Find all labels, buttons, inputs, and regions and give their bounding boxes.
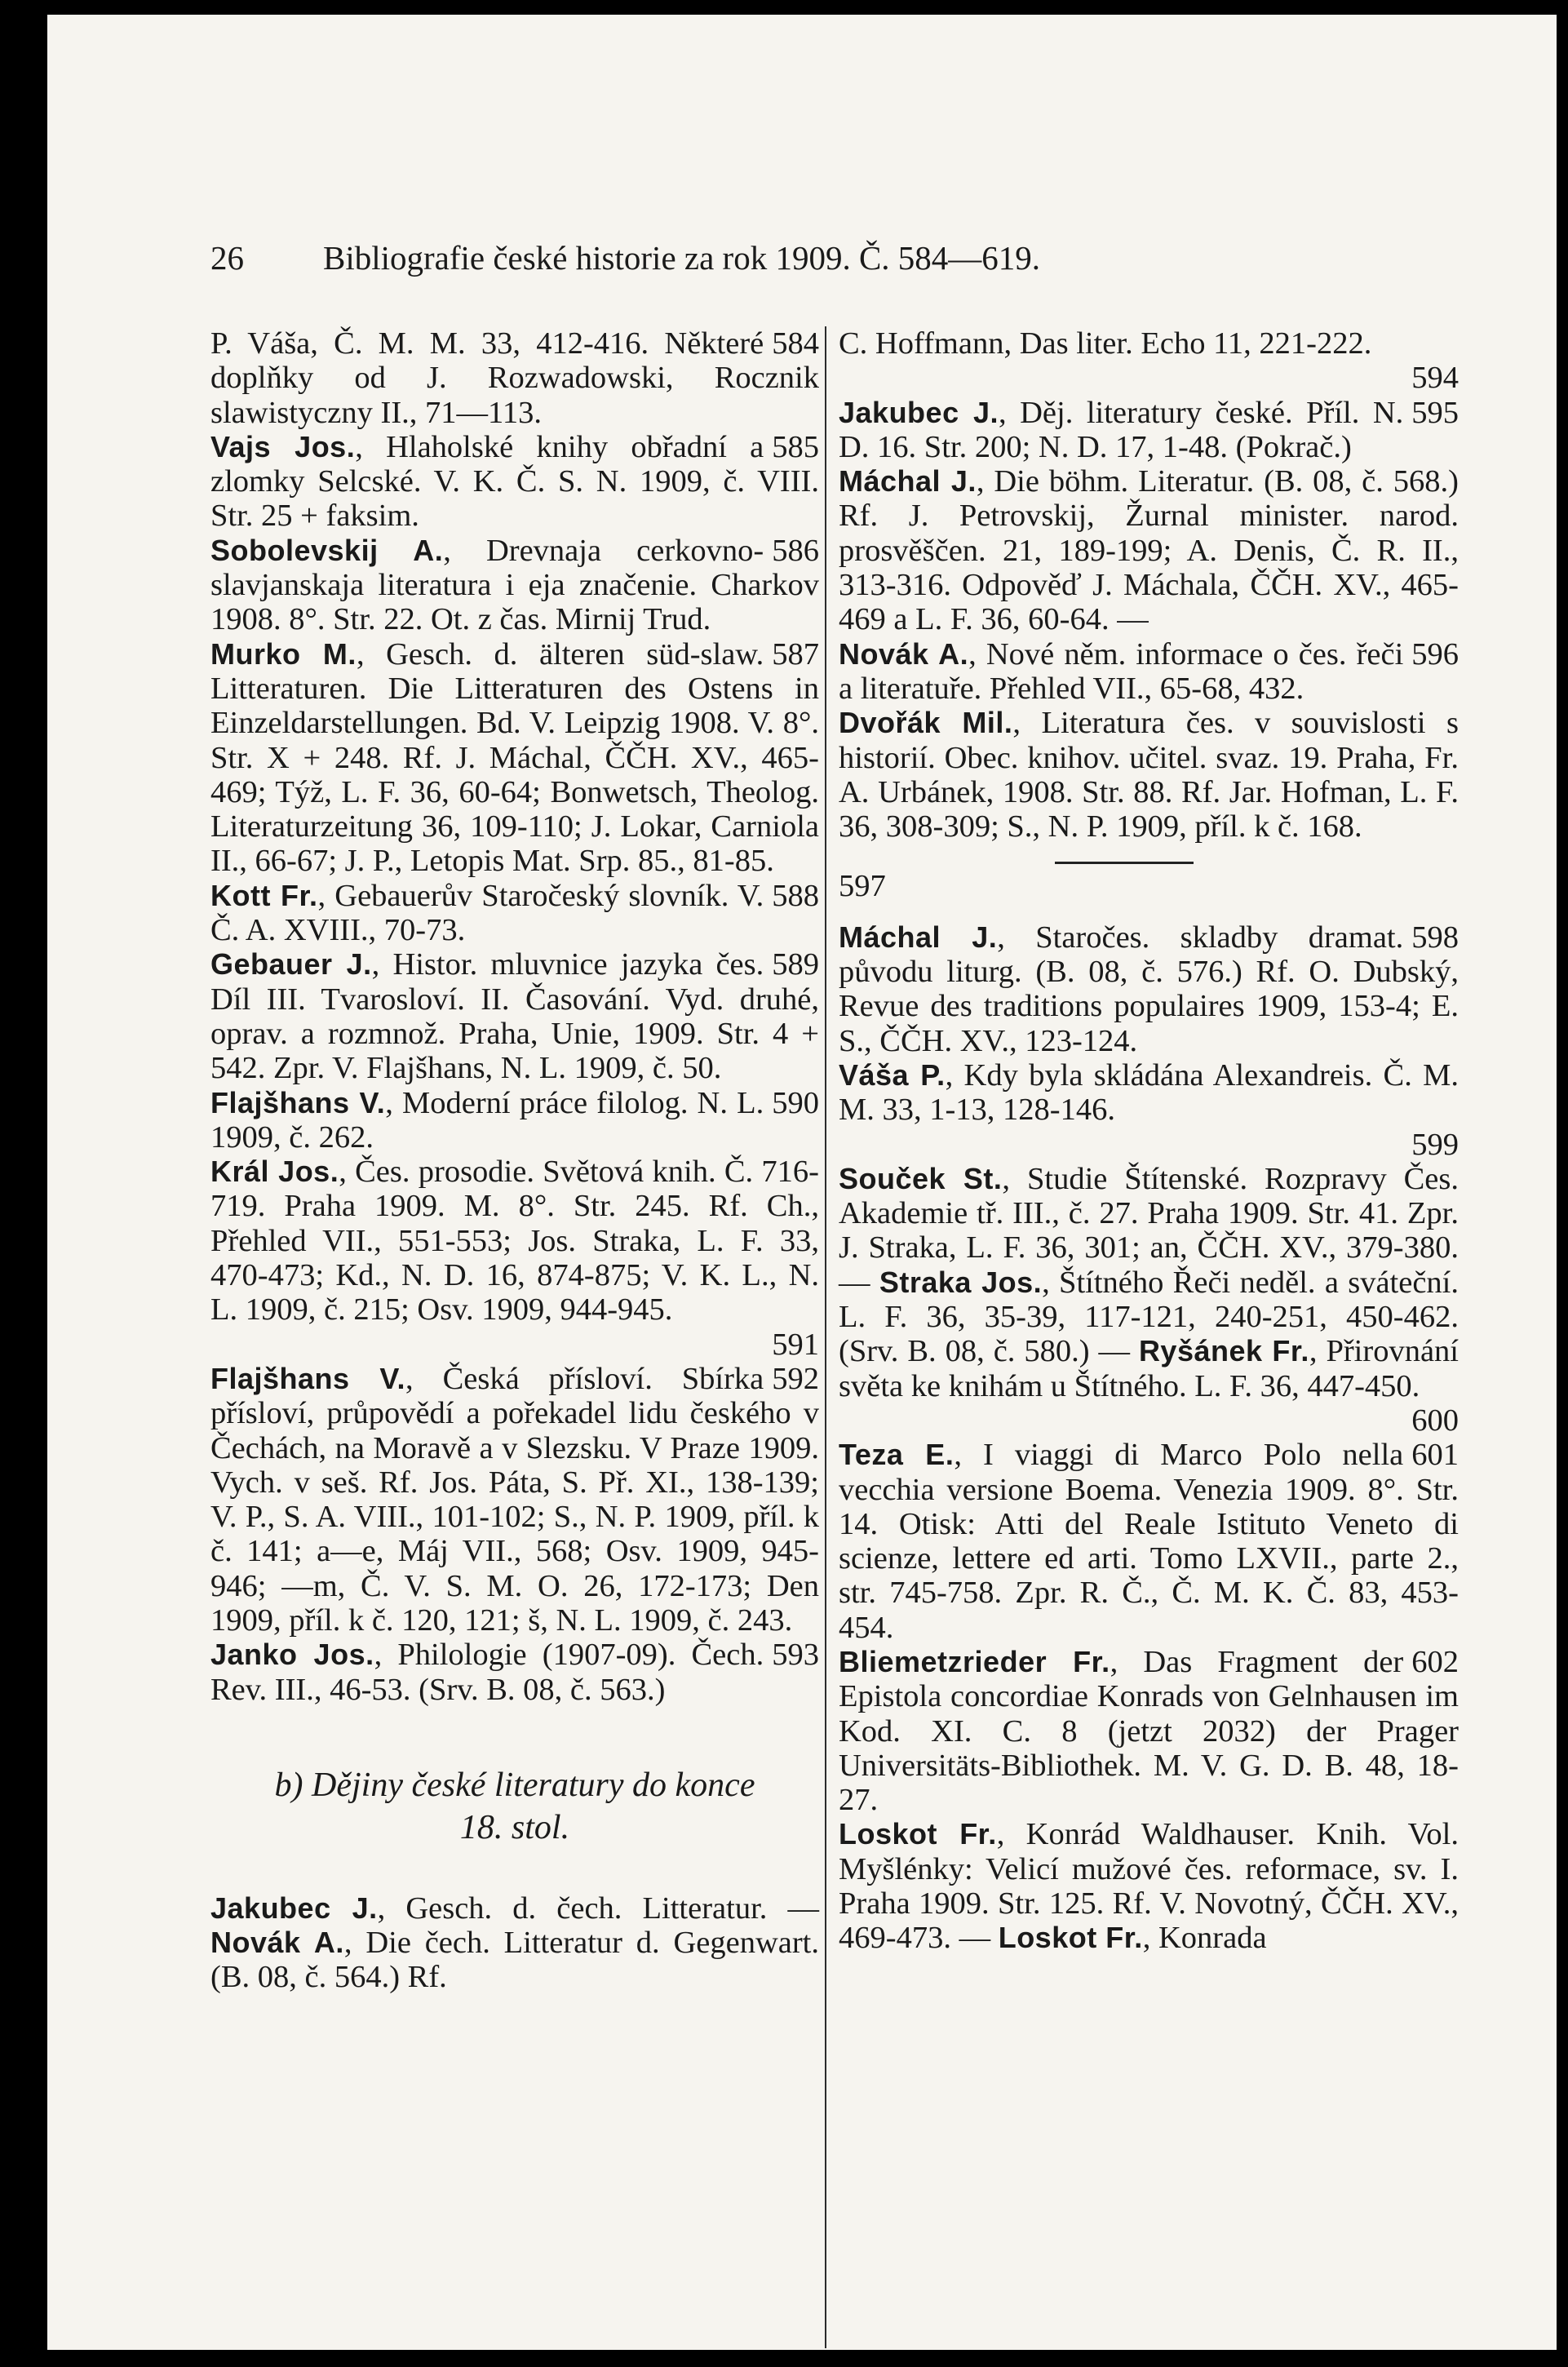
entry-text: , Děj. literatury české. Příl. N. D. 16. Str. 200; N. D. 17, 1-48. (Pokrač.) <box>839 395 1404 464</box>
entry-text: , Gebauerův Staročeský slovník. V. Č. A. XVIII., 70-73. <box>210 878 764 948</box>
bibliography-entry <box>839 637 1459 707</box>
author-name: Máchal J. <box>839 920 998 954</box>
bibliography-entry <box>839 1645 1459 1817</box>
bibliography-entry <box>839 326 1459 396</box>
bibliography-entry <box>210 879 819 948</box>
entry-number: 585 <box>772 429 819 464</box>
entry-number: 595 <box>1411 395 1459 430</box>
section-heading-line2: 18. stol. <box>459 1808 570 1846</box>
entry-number: 596 <box>1411 636 1459 672</box>
author-name: Jakubec J. <box>839 395 999 429</box>
bibliography-entry <box>210 637 819 879</box>
entry-text: , Přirovnání světa ke knihám u Štítného. L. F. 36, 447-450. <box>839 1334 1459 1403</box>
entry-text: , Gesch. d. älteren süd-slaw. Litteraturen. Die Litteraturen des Ostens in Einzeldarstellungen. Bd. V. Leipzig 1908. V. 8°. Str. X + 248. Rf. J. Máchal, ČČH. XV., 465-469; Týž, L. F. 36, 60-64; Bonwetsch, Theolog. Literaturzeitung 36, 109-110; J. Lokar, Carniola II., 66-67; J. P., Letopis Mat. Srp. 85., 81-85. <box>210 636 819 879</box>
bibliography-entry <box>839 1058 1459 1162</box>
entry-text: , Das Fragment der Epistola concordiae Konrads von Gelnhausen im Kod. XI. C. 8 (jetzt 2032) der Prager Universitäts-Bibliothek. M. V. G. D. B. 48, 18-27. <box>839 1644 1459 1818</box>
bibliography-entry <box>839 1438 1459 1645</box>
author-name: Jakubec J. <box>210 1890 378 1925</box>
entry-number: 589 <box>772 947 819 982</box>
spacer <box>839 904 1459 920</box>
page-header <box>210 238 1451 277</box>
entry-number: 602 <box>1411 1644 1459 1679</box>
author-name: Král Jos. <box>210 1155 339 1189</box>
entry-text: , Čes. prosodie. Světová knih. Č. 716-719. Praha 1909. M. 8°. Str. 245. Rf. Ch., Přehled VII., 551-553; Jos. Straka, L. F. 33, 470-473; Kd., N. D. 16, 874-875; V. K. L., N. L. 1909, č. 215; Osv. 1909, 944-945. <box>210 1155 819 1328</box>
entry-number: 584 <box>772 326 819 361</box>
bibliography-entry <box>839 464 1459 636</box>
entry-text: , Die böhm. Literatur. (B. 08, č. 568.) Rf. J. Petrovskij, Žurnal minister. narod. prosvěščen. 21, 189-199; A. Denis, Č. R. II., 313-316. Odpověď J. Máchala, ČČH. XV., 465-469 a L. F. 36, 60-64. — <box>839 464 1459 637</box>
entry-number: 593 <box>772 1638 819 1673</box>
bibliography-entry <box>210 1362 819 1638</box>
running-title: Bibliografie české historie za rok 1909. Č. 584—619. <box>323 239 1041 277</box>
bibliography-entry <box>839 1162 1459 1438</box>
entry-text: , Nové něm. informace o čes. řeči a literatuře. Přehled VII., 65-68, 432. <box>839 636 1404 706</box>
entry-text: , Literatura čes. v souvislosti s historií. Obec. knihov. učitel. svaz. 19. Praha, Fr. A. Urbánek, 1908. Str. 88. Rf. Jar. Hofman, L. F. 36, 308-309; S., N. P. 1909, příl. k č. 168. <box>839 706 1459 844</box>
entry-number: 594 <box>1411 361 1459 396</box>
author-name: Loskot Fr. <box>839 1817 997 1851</box>
entry-number: 597 <box>839 869 886 904</box>
entry-text: , Gesch. d. čech. Litteratur. — <box>377 1890 819 1926</box>
bibliography-entry <box>210 947 819 1085</box>
author-name: Váša P. <box>839 1057 946 1092</box>
author-name: Bliemetzrieder Fr. <box>839 1644 1110 1678</box>
entry-text: , Philologie (1907-09). Čech. Rev. III., 46-53. (Srv. B. 08, č. 563.) <box>210 1638 764 1707</box>
author-name: Murko M. <box>210 636 357 671</box>
author-name: Teza E. <box>839 1438 955 1472</box>
author-name: Novák A. <box>839 636 969 671</box>
entry-number: 598 <box>1411 920 1459 955</box>
author-name: Gebauer J. <box>210 947 372 982</box>
author-name: Souček St. <box>839 1161 1003 1195</box>
author-name: Loskot Fr. <box>998 1921 1143 1955</box>
entry-number: 592 <box>772 1361 819 1396</box>
column-divider <box>825 326 826 2348</box>
entry-number: 586 <box>772 533 819 568</box>
bibliography-entry <box>210 1638 819 1707</box>
entry-text: , Štítného Řeči neděl. a sváteční. L. F. 36, 35-39, 117-121, 240-251, 450-462. (Srv. B. 08, č. 580.) — <box>839 1265 1459 1369</box>
bibliography-entry <box>210 1155 819 1362</box>
bibliography-entry <box>210 534 819 637</box>
author-name: Máchal J. <box>839 464 977 499</box>
entry-number: 587 <box>772 636 819 672</box>
entry-text: , Drevnaja cerkovno-slavjanskaja literatura i eja značenie. Charkov 1908. 8°. Str. 22. Ot. z čas. Mirnij Trud. <box>210 533 819 637</box>
entry-number: 591 <box>772 1327 819 1362</box>
bibliography-entry <box>210 1086 819 1155</box>
entry-text: , Die čech. Litteratur d. Gegenwart. (B. 08, č. 564.) Rf. <box>210 1926 819 1995</box>
entry-text: , Česká přísloví. Sbírka přísloví, průpovědí a pořekadel lidu českého v Čechách, na Moravě a v Slezsku. V Praze 1909. Vych. v seš. Rf. Jos. Páta, S. Př. XI., 138-139; V. P., S. A. VIII., 101-102; S., N. P. 1909, příl. k č. 141; a—e, Máj VII., 568; Osv. 1909, 945-946; —m, Č. V. S. M. O. 26, 172-173; Den 1909, příl. k č. 120, 121; š, N. L. 1909, č. 243. <box>210 1361 819 1638</box>
bibliography-entry <box>839 706 1459 844</box>
entry-text: , Histor. mluvnice jazyka čes. Díl III. Tvarosloví. II. Časování. Vyd. druhé, oprav. a rozmnož. Praha, Unie, 1909. Str. 4 + 542. Zpr. V. Flajšhans, N. L. 1909, č. 50. <box>210 947 819 1086</box>
bibliography-entry <box>210 430 819 534</box>
bibliography-entry <box>839 396 1459 465</box>
bibliography-entry <box>210 1891 819 1995</box>
section-heading <box>210 1764 819 1849</box>
bibliography-entry <box>210 326 819 430</box>
entry-text: , Kdy byla skládána Alexandreis. Č. M. M. 33, 1-13, 128-146. <box>839 1057 1459 1128</box>
book-page <box>47 15 1557 2350</box>
entry-number: 600 <box>1411 1403 1459 1438</box>
entry-number: 588 <box>772 878 819 913</box>
author-name: Straka Jos. <box>879 1265 1043 1299</box>
author-name: Janko Jos. <box>210 1638 374 1672</box>
right-column <box>839 326 1459 1956</box>
author-name: Vajs Jos. <box>210 429 356 463</box>
bibliography-entry <box>839 1817 1459 1955</box>
entry-number: 590 <box>772 1085 819 1120</box>
entry-text: , Hlaholské knihy obřadní a zlomky Selcské. V. K. Č. S. N. 1909, č. VIII. Str. 25 + faksim. <box>210 429 819 534</box>
entry-number: 601 <box>1411 1438 1459 1473</box>
author-name: Flajšhans V. <box>210 1085 386 1119</box>
page-number: 26 <box>210 239 244 277</box>
author-name: Ryšánek Fr. <box>1138 1334 1309 1368</box>
section-heading-line1: b) Dějiny české literatury do konce <box>274 1766 755 1804</box>
entry-text: , I viaggi di Marco Polo nella vecchia versione Boema. Venezia 1909. 8°. Str. 14. Otisk: Atti del Reale Istituto Veneto di scienze, lettere ed arti. Tomo LXVII., parte 2., str. 745-758. Zpr. R. Č., Č. M. K. Č. 83, 453-454. <box>839 1438 1459 1645</box>
author-name: Sobolevskij A. <box>210 533 444 567</box>
entry-text: C. Hoffmann, Das liter. Echo 11, 221-222. <box>839 326 1372 361</box>
entry-text: P. Váša, Č. M. M. 33, 412-416. Některé doplňky od J. Rozwadowski, Rocznik slawistyczny II., 71—113. <box>210 326 819 430</box>
entry-text: , Moderní práce filolog. N. L. 1909, č. 262. <box>210 1085 764 1155</box>
author-name: Novák A. <box>210 1926 344 1960</box>
entry-text: , Staročes. skladby dramat. původu liturg. (B. 08, č. 576.) Rf. O. Dubský, Revue des traditions populaires 1909, 153-4; E. S., ČČH. XV., 123-124. <box>839 920 1459 1058</box>
entry-text: , Konrád Waldhauser. Knih. Vol. Myšlénky: Velicí mužové čes. reformace, sv. I. Praha 1909. Str. 125. Rf. V. Novotný, ČČH. XV., 469-473. — <box>839 1817 1459 1956</box>
entry-number: 599 <box>1411 1127 1459 1162</box>
author-name: Flajšhans V. <box>210 1361 406 1395</box>
entry-text: , Konrada <box>1142 1921 1267 1956</box>
author-name: Dvořák Mil. <box>839 706 1013 740</box>
bibliography-entry <box>839 920 1459 1058</box>
left-column <box>210 326 819 1995</box>
author-name: Kott Fr. <box>210 878 318 912</box>
section-rule <box>1055 862 1194 864</box>
entry-text: , Studie Štítenské. Rozpravy Čes. Akademie tř. III., č. 27. Praha 1909. Str. 41. Zpr. J. Straka, L. F. 36, 301; an, ČČH. XV., 379-380. — <box>839 1161 1459 1300</box>
